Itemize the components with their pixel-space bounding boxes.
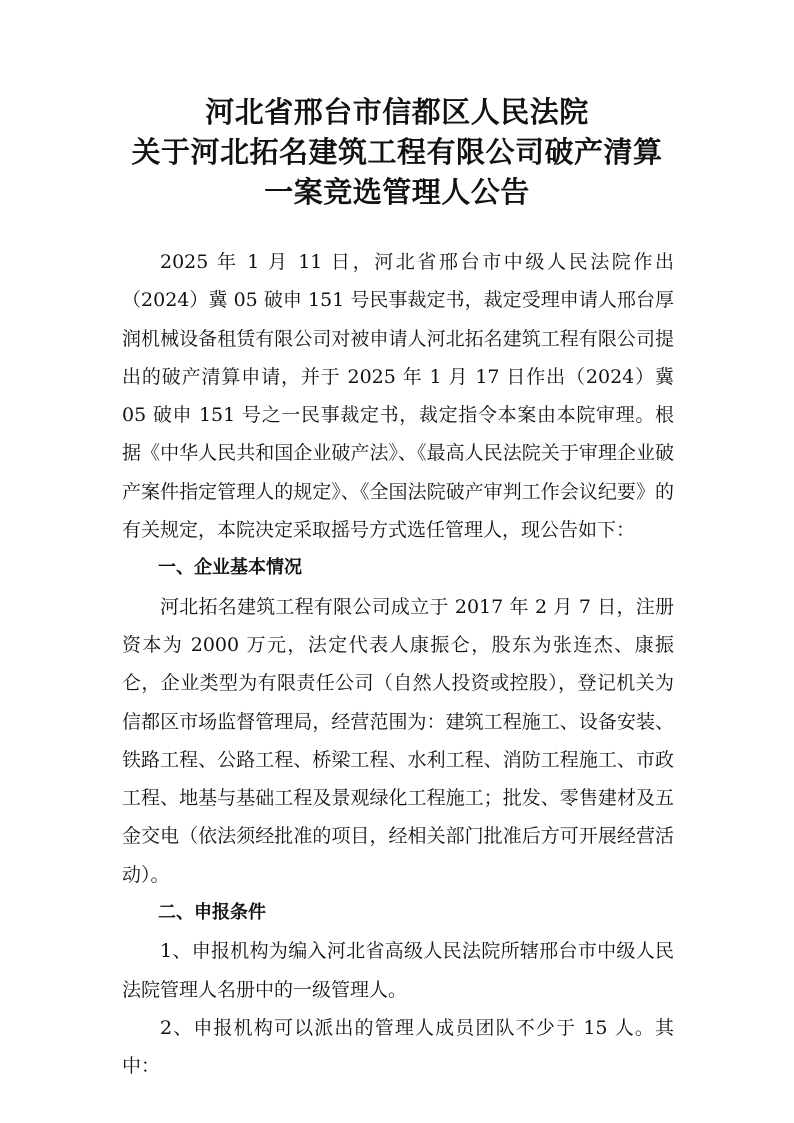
section-2-heading: 二、申报条件 bbox=[158, 902, 266, 924]
section-2-item-2: 2、申报机构可以派出的管理人成员团队不少于 15 人。其中： bbox=[122, 1016, 674, 1078]
document-title bbox=[100, 92, 694, 212]
section-1-paragraph: 河北拓名建筑工程有限公司成立于 2017 年 2 月 7 日，注册资本为 2000 万元，法定代表人康振仑，股东为张连杰、康振仑，企业类型为有限责任公司（自然人投资或控股），登记机关为信都区市场监督管理局，经营范围为：建筑工程施工、设备安装、铁路工程、公路工程、桥梁工程、水利工程、消防工程施工、市政工程、地基与基础工程及景观绿化工程施工；批发、零售建材及五金交电（依法须经批准的项目，经相关部门批准后方可开展经营活动）。 bbox=[122, 595, 674, 886]
section-1-heading: 一、企业基本情况 bbox=[158, 557, 302, 579]
title-line-3: 一案竞选管理人公告 bbox=[264, 175, 530, 209]
title-line-1: 河北省邢台市信都区人民法院 bbox=[205, 95, 589, 129]
intro-paragraph: 2025 年 1 月 11 日，河北省邢台市中级人民法院作出（2024）冀 05 破申 151 号民事裁定书，裁定受理申请人邢台厚润机械设备租赁有限公司对被申请人河北拓名建筑工程有限公司提出的破产清算申请，并于 2025 年 1 月 17 日作出（2024）冀 05 破申 151 号之一民事裁定书，裁定指令本案由本院审理。根据《中华人民共和国企业破产法》、《最高人民法院关于审理企业破产案件指定管理人的规定》、《全国法院破产审判工作会议纪要》的有关规定，本院决定采取摇号方式选任管理人，现公告如下： bbox=[122, 251, 674, 542]
section-2-item-1: 1、申报机构为编入河北省高级人民法院所辖邢台市中级人民法院管理人名册中的一级管理人。 bbox=[122, 940, 674, 1001]
document-body bbox=[122, 243, 674, 1086]
title-line-2: 关于河北拓名建筑工程有限公司破产清算 bbox=[131, 135, 663, 169]
